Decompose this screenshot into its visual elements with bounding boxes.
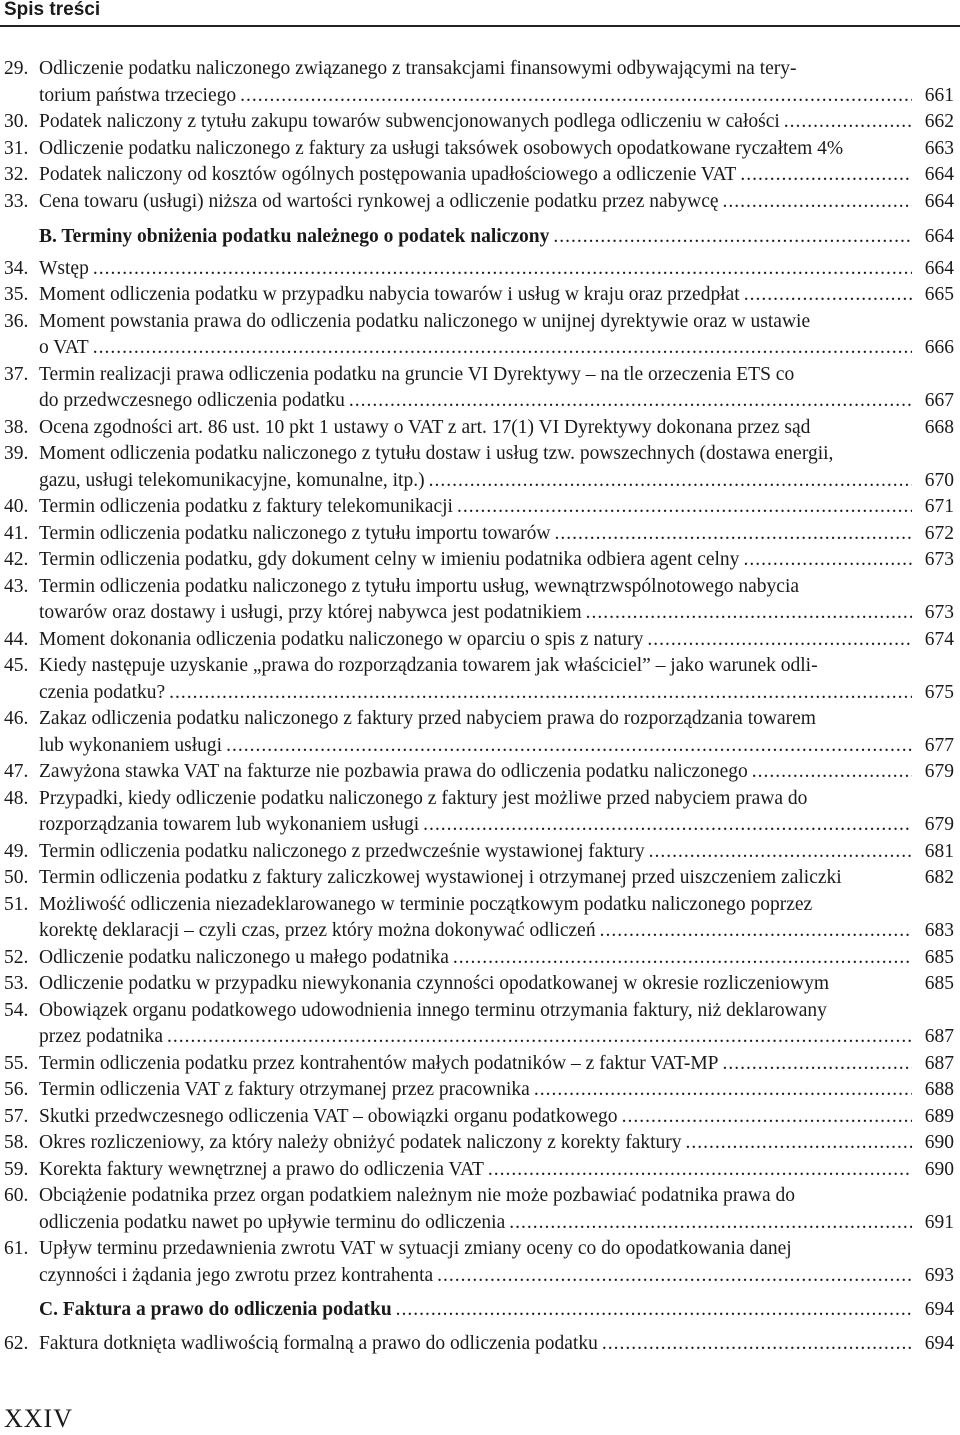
toc-entry-number: 34. [4,257,29,279]
toc-entry-title-line: Odliczenie podatku naliczonego u małego podatnika [39,946,449,968]
toc-page-number: 674 [924,628,954,650]
dot-leader [686,1130,912,1157]
toc-entry[interactable] [0,971,960,998]
toc-page-number: 668 [924,416,954,438]
dot-leader [226,733,912,760]
toc-entry-title-line: Moment powstania prawa do odliczenia podatku naliczonego w unijnej dyrektywie oraz w ustawie [39,310,811,332]
toc-entry[interactable] [0,547,960,574]
toc-entry[interactable] [0,441,960,494]
toc-entry[interactable] [0,256,960,283]
dot-leader [93,256,912,283]
toc-entry-last-line [39,189,912,216]
toc-entry-title-line: C. Faktura a prawo do odliczenia podatku [39,1299,392,1320]
toc-entry[interactable] [0,945,960,972]
toc-entry-number: 31. [4,137,29,159]
toc-page-number: 661 [924,84,954,106]
toc-entry-title [39,1130,912,1157]
toc-page-number: 664 [924,190,954,212]
dot-leader [169,680,912,707]
toc-entry[interactable] [0,362,960,415]
toc-section-heading[interactable] [0,1297,960,1324]
toc-entry-title [39,1331,912,1358]
toc-entry-title [39,839,912,866]
toc-entry-last-line [39,494,912,521]
toc-entry-last-line [39,335,912,362]
toc-entry[interactable] [0,282,960,309]
toc-entry-number: 62. [4,1332,29,1354]
toc-entry-number: 53. [4,973,29,994]
toc-page-number: 683 [924,920,954,941]
toc-page-number: 664 [924,257,954,279]
toc-entry-last-line [39,1104,912,1131]
toc-page-number: 673 [924,602,954,623]
toc-entry-number: 47. [4,761,29,782]
toc-entry-title-line: Moment dokonania odliczenia podatku naliczonego w oparciu o spis z natury [39,628,644,650]
toc-page-number: 687 [924,1052,954,1074]
toc-entry-number: 60. [4,1185,29,1206]
dot-leader [743,547,912,574]
toc-entry[interactable] [0,162,960,189]
toc-entry-title [39,109,912,136]
toc-entry-title [39,627,912,654]
dot-leader [488,1157,912,1184]
dot-leader [240,83,912,110]
toc-entry-number: 29. [4,58,29,79]
toc-entry-number: 42. [4,549,29,570]
toc-entry-title [39,224,912,251]
toc-entry[interactable] [0,415,960,442]
toc-entry[interactable] [0,1157,960,1184]
toc-entry-title [39,865,912,892]
dot-leader [602,1331,912,1358]
toc-entry-number: 51. [4,893,29,915]
toc-page-number: 663 [924,137,954,159]
toc-entry-title [39,256,912,283]
toc-page-number: 687 [924,1026,954,1047]
toc-entry-last-line [39,136,912,163]
toc-entry[interactable] [0,574,960,627]
toc-entry-title-line: Odliczenie podatku naliczonego z faktury za usługi taksówek osobowych opodatkowane ryczałtem 4% [39,137,844,159]
toc-entry[interactable] [0,1130,960,1157]
dot-leader [784,109,912,136]
toc-entry[interactable] [0,494,960,521]
toc-entry-title-line: Moment odliczenia podatku w przypadku nabycia towarów i usług w kraju oraz przedpłat [39,284,740,305]
toc-entry-title-line: Termin odliczenia podatku przez kontrahentów małych podatników – z faktur VAT-MP [39,1052,719,1074]
dot-leader [509,1210,912,1237]
toc-entry-title [39,309,912,362]
dot-leader [396,1297,912,1324]
toc-page-number: 664 [924,164,954,185]
toc-page-number: 673 [924,549,954,570]
toc-page-number: 677 [924,734,954,756]
toc-entry-last-line [39,600,912,627]
toc-entry-number: 46. [4,708,29,729]
dot-leader [429,468,912,495]
toc-entry-title-line: Zakaz odliczenia podatku naliczonego z faktury przed nabyciem prawa do rozporządzania towarem [39,708,816,729]
toc-entry-number: 44. [4,628,29,650]
toc-entry-last-line [39,1051,912,1078]
toc-entry-last-line [39,1331,912,1358]
toc-entry-title [39,1236,912,1289]
toc-entry-number: 38. [4,416,29,438]
toc-entry-last-line [39,1157,912,1184]
toc-entry-number: 32. [4,164,29,185]
toc-page-number: 685 [924,946,954,968]
toc-page-number: 665 [924,284,954,305]
page-title: Spis treści [4,0,101,20]
toc-entry-title-line: Odliczenie podatku w przypadku niewykonania czynności opodatkowanej w okresie rozliczeniowym [39,973,830,994]
toc-entry-title-line: Upływ terminu przedawnienia zwrotu VAT w sytuacji zmiany oceny co do opodatkowania danej [39,1238,792,1259]
dot-leader [437,1263,912,1290]
toc-page-number: 681 [924,840,954,862]
toc-entry[interactable] [0,839,960,866]
dot-leader [740,162,912,189]
toc-entry-last-line [39,627,912,654]
toc-entry[interactable] [0,136,960,163]
toc-entry-last-line [39,812,912,839]
toc-entry-title-line: o VAT [39,337,89,358]
toc-entry-title-line: Kiedy następuje uzyskanie „prawa do rozporządzania towarem jak właściciel” – jako warunek odli- [39,655,818,676]
toc-entry-title [39,892,912,945]
toc-page-number: 672 [924,522,954,544]
toc-entry[interactable] [0,189,960,216]
toc-entry-title [39,547,912,574]
toc-entry[interactable] [0,653,960,706]
toc-entry-title [39,56,912,109]
dot-leader [553,224,912,251]
dot-leader [167,1024,912,1051]
toc-entry-last-line [39,109,912,136]
dot-leader [93,335,912,362]
toc-entry-title [39,1077,912,1104]
toc-entry-title-line: do przedwczesnego odliczenia podatku [39,390,345,411]
toc-page-number: 689 [924,1105,954,1127]
toc-entry-title [39,971,912,998]
toc-entry-title [39,189,912,216]
toc-entry-last-line [39,415,912,442]
toc-entry-number: 37. [4,363,29,385]
toc-entry-last-line [39,256,912,283]
toc-entry-title [39,441,912,494]
toc-page-number: 675 [924,681,954,703]
toc-entry-title [39,521,912,548]
toc-entry-title-line: Termin odliczenia podatku z faktury telekomunikacji [39,496,453,517]
toc-entry-last-line [39,945,912,972]
dot-leader [534,1077,912,1104]
toc-page-number: 664 [924,226,954,247]
toc-entry-last-line [39,1263,912,1290]
toc-page-number: 682 [924,867,954,888]
toc-entry-last-line [39,521,912,548]
toc-entry-title-line: Ocena zgodności art. 86 ust. 10 pkt 1 ustawy o VAT z art. 17(1) VI Dyrektywy dokonana przez sąd [39,416,811,438]
toc-entry-number: 30. [4,111,29,132]
toc-entry-last-line [39,1210,912,1237]
toc-entry-title [39,1183,912,1236]
toc-entry-title-line: czynności i żądania jego zwrotu przez kontrahenta [39,1264,434,1286]
toc-entry-number: 49. [4,840,29,862]
toc-page-number: 679 [924,814,954,835]
toc-entry-title [39,945,912,972]
toc-entry-title-line: Termin realizacji prawa odliczenia podatku na gruncie VI Dyrektywy – na tle orzeczenia ETS co [39,363,795,385]
toc-entry-title [39,706,912,759]
page-header [0,0,960,27]
toc-entry-last-line [39,83,912,110]
toc-page-number: 694 [924,1332,954,1354]
toc-entry-number: 48. [4,787,29,809]
toc-entry-last-line [39,1130,912,1157]
toc-entry[interactable] [0,865,960,892]
toc-entry-number: 41. [4,522,29,544]
toc-entry-last-line [39,680,912,707]
toc-entry-number: 59. [4,1158,29,1180]
toc-entry-title [39,136,912,163]
toc-entry-title [39,1051,912,1078]
toc-entry[interactable] [0,759,960,786]
toc-page-number: 670 [924,469,954,491]
toc-entry-title [39,574,912,627]
toc-entry-number: 55. [4,1052,29,1074]
toc-page-number: 690 [924,1132,954,1153]
toc-entry-number: 56. [4,1079,29,1100]
toc-entry-title-line: odliczenia podatku nawet po upływie terminu do odliczenia [39,1211,506,1233]
toc-entry-last-line [39,733,912,760]
toc-entry-last-line [39,865,912,892]
toc-entry-title [39,786,912,839]
toc-entry[interactable] [0,1051,960,1078]
toc-entry-title-line: Cena towaru (usługi) niższa od wartości rynkowej a odliczenie podatku przez nabywcę [39,190,719,212]
toc-entry-title [39,415,912,442]
toc-entry-title-line: Termin odliczenia VAT z faktury otrzymanej przez pracownika [39,1079,530,1100]
toc-entry-title-line: Obciążenie podatnika przez organ podatkiem należnym nie może pozbawiać podatnika prawa do [39,1185,796,1206]
toc-entry-title [39,1157,912,1184]
dot-leader [723,1051,912,1078]
toc-entry-title-line: Podatek naliczony z tytułu zakupu towarów subwencjonowanych podlega odliczeniu w całości [39,111,780,132]
toc-entry[interactable] [0,627,960,654]
toc-entry[interactable] [0,1236,960,1289]
toc-entry-last-line [39,839,912,866]
toc-entry-title-line: Moment odliczenia podatku naliczonego z tytułu dostaw i usług tzw. powszechnych (dostawa energii, [39,443,834,464]
toc-entry-last-line [39,162,912,189]
dot-leader [457,494,912,521]
toc-page-number: 694 [924,1299,954,1320]
toc-page-number: 690 [924,1158,954,1180]
toc-entry-title-line: Przypadki, kiedy odliczenie podatku naliczonego z faktury jest możliwe przed nabyciem prawa do [39,787,808,809]
toc-page-number: 666 [924,337,954,358]
header-rule [0,25,960,27]
toc-entry[interactable] [0,1331,960,1358]
toc-entry-title-line: Wstęp [39,257,89,279]
toc-page-number: 691 [924,1211,954,1233]
toc-entry-number: 50. [4,867,29,888]
toc-entry-last-line [39,971,912,998]
toc-entry[interactable] [0,109,960,136]
toc-page-number: 671 [924,496,954,517]
toc-entry-title-line: czenia podatku? [39,681,166,703]
toc-entry-number: 52. [4,946,29,968]
toc-page-number: 679 [924,761,954,782]
dot-leader [723,189,912,216]
toc-entry-title-line: B. Terminy obniżenia podatku należnego o podatek naliczony [39,226,550,247]
toc-entry-title [39,282,912,309]
toc-entry-last-line [39,388,912,415]
toc-entry-number: 54. [4,999,29,1021]
toc-entry[interactable] [0,892,960,945]
toc-entry-number: 36. [4,310,29,332]
toc-section-heading[interactable] [0,224,960,251]
toc-entry[interactable] [0,521,960,548]
toc-entry-last-line [39,1297,912,1324]
dot-leader [586,600,912,627]
toc-entry-last-line [39,547,912,574]
dot-leader [752,759,912,786]
toc-entry-last-line [39,468,912,495]
toc-entry[interactable] [0,786,960,839]
dot-leader [423,812,912,839]
toc-entry-title [39,362,912,415]
toc-entry-title [39,162,912,189]
toc-entry-title-line: Korekta faktury wewnętrznej a prawo do odliczenia VAT [39,1158,484,1180]
toc-page-number: 685 [924,973,954,994]
toc-entry-title [39,1297,912,1324]
toc-entry-number: 45. [4,655,29,676]
toc-entry[interactable] [0,1183,960,1236]
toc-entry-title-line: Obowiązek organu podatkowego udowodnienia innego terminu otrzymania faktury, niż deklarowany [39,999,827,1021]
toc-entry-title-line: Termin odliczenia podatku, gdy dokument celny w imieniu podatnika odbiera agent celny [39,549,740,570]
dot-leader [622,1104,912,1131]
toc-entry-last-line [39,759,912,786]
toc-page-number: 688 [924,1079,954,1100]
page-number-label: XXIV [4,1404,73,1433]
toc-entry-title-line: Termin odliczenia podatku naliczonego z tytułu importu usług, wewnątrzwspólnotowego nabycia [39,575,800,597]
toc-entry-number: 57. [4,1105,29,1127]
toc-page-number: 667 [924,390,954,411]
toc-entry-title-line: towarów oraz dostawy i usługi, przy której nabywca jest podatnikiem [39,602,582,623]
toc-entry-last-line [39,282,912,309]
toc-entry-number: 39. [4,443,29,464]
toc-entry-title-line: przez podatnika [39,1026,163,1047]
toc-entry-title-line: korektę deklaracji – czyli czas, przez który można dokonywać odliczeń [39,920,596,941]
toc-entry-last-line [39,1024,912,1051]
toc-entry-title-line: Termin odliczenia podatku z faktury zaliczkowej wystawionej i otrzymanej przed uiszczeniem zaliczki [39,867,842,888]
toc-entry-title-line: Termin odliczenia podatku naliczonego z przedwcześnie wystawionej faktury [39,840,645,862]
toc-entry[interactable] [0,1104,960,1131]
toc-entry-title-line: lub wykonaniem usługi [39,734,223,756]
toc-entry-title-line: Skutki przedwczesnego odliczenia VAT – obowiązki organu podatkowego [39,1105,618,1127]
toc-entry[interactable] [0,1077,960,1104]
toc-entry-title-line: Podatek naliczony od kosztów ogólnych postępowania upadłościowego a odliczenie VAT [39,164,737,185]
toc-entry-last-line [39,918,912,945]
toc-entry-title-line: rozporządzania towarem lub wykonaniem usługi [39,814,420,835]
toc-page-number: 693 [924,1264,954,1286]
toc-entry-title-line: Faktura dotknięta wadliwością formalną a prawo do odliczenia podatku [39,1332,598,1354]
toc-entry[interactable] [0,56,960,109]
toc-entry-title [39,998,912,1051]
toc-entry-title-line: gazu, usługi telekomunikacyjne, komunalne, itp.) [39,469,425,491]
dot-leader [744,282,912,309]
dot-leader [453,945,912,972]
toc-entry-number: 40. [4,496,29,517]
toc-entry-title [39,1104,912,1131]
toc-entry-title-line: Możliwość odliczenia niezadeklarowanego w terminie początkowym podatku naliczonego poprzez [39,893,813,915]
toc-entry-number: 35. [4,284,29,305]
toc-page-number: 662 [924,111,954,132]
toc-entry-last-line [39,1077,912,1104]
dot-leader [649,839,912,866]
toc-entry-title-line: Zawyżona stawka VAT na fakturze nie pozbawia prawa do odliczenia podatku naliczonego [39,761,748,782]
toc-entry-number: 61. [4,1238,29,1259]
toc-entry-title-line: Okres rozliczeniowy, za który należy obniżyć podatek naliczony z korekty faktury [39,1132,682,1153]
toc-entry-title [39,759,912,786]
dot-leader [600,918,912,945]
toc-entry[interactable] [0,309,960,362]
toc-entry-title-line: Odliczenie podatku naliczonego związanego z transakcjami finansowymi odbywającymi na tery- [39,58,797,79]
toc-entry-title-line: Termin odliczenia podatku naliczonego z tytułu importu towarów [39,522,551,544]
toc-entry[interactable] [0,998,960,1051]
toc-entry-title-line: torium państwa trzeciego [39,84,237,106]
toc-entry[interactable] [0,706,960,759]
toc-entry-number: 43. [4,575,29,597]
dot-leader [349,388,912,415]
toc-entry-number: 33. [4,190,29,212]
dot-leader [554,521,912,548]
dot-leader [647,627,912,654]
toc-entry-title [39,653,912,706]
toc-entry-title [39,494,912,521]
toc-entry-number: 58. [4,1132,29,1153]
toc-entry-last-line [39,224,912,251]
